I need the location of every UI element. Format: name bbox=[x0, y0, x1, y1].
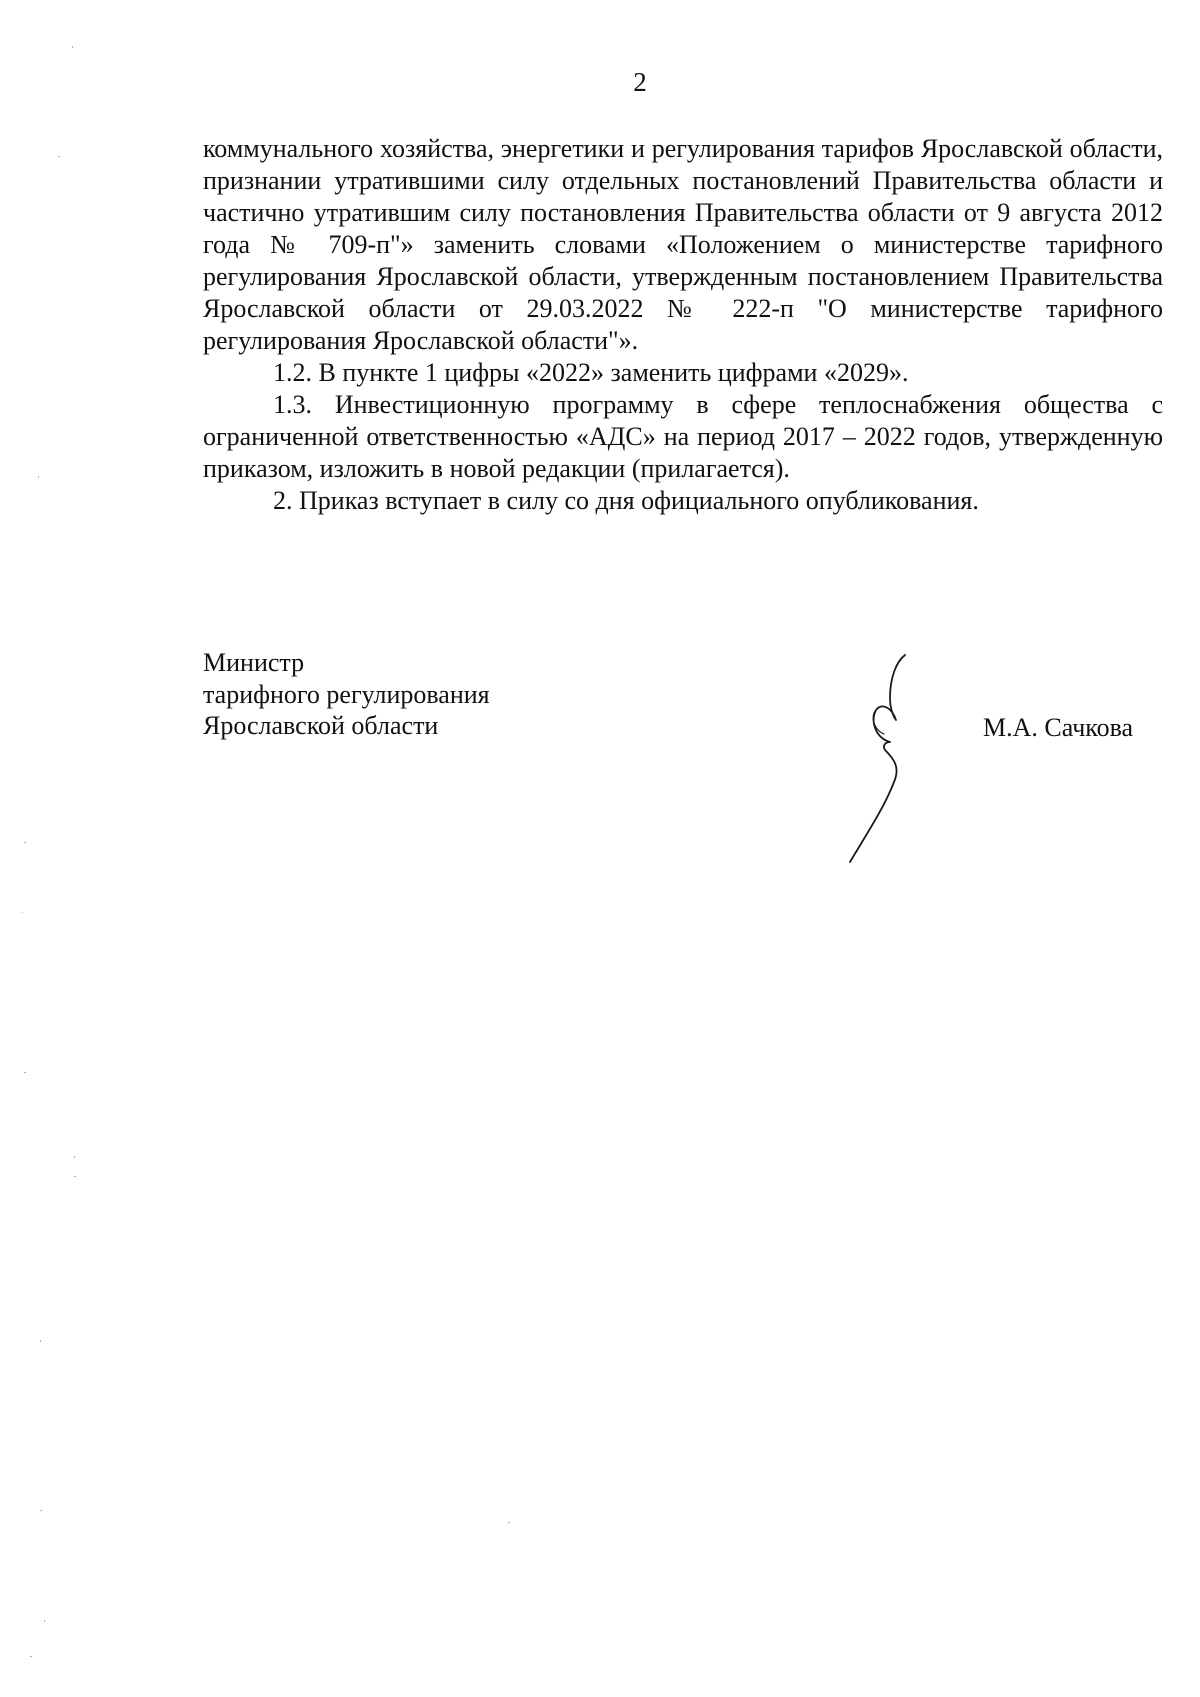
paragraph-item-2: 2. Приказ вступает в силу со дня официального опубликования. bbox=[273, 486, 979, 515]
paragraph-item-1-3: 1.3. Инвестиционную программу в сфере теплоснабжения общества с ограниченной ответственностью «АДС» на период 2017 – 2022 годов, утвержденную приказом, изложить в новой редакции (прилагается). bbox=[203, 390, 1163, 483]
signatory-position-line: тарифного регулирования bbox=[203, 679, 490, 709]
paragraph-continuation: коммунального хозяйства, энергетики и регулирования тарифов Ярославской области, признании утратившими силу отдельных постановлений Правительства области и частично утратившим силу постановления Правительства области от 9 августа 2012 года № 709-п"» заменить словами «Положением о министерстве тарифного регулирования Ярославской области, утвержденным постановлением Правительства Ярославской области от 29.03.2022 № 222-п "О министерстве тарифного регулирования Ярославской области"». bbox=[203, 134, 1163, 355]
signatory-position-line: Министр bbox=[203, 648, 305, 677]
signatory-name: М.А. Сачкова bbox=[983, 713, 1134, 742]
page-number: 2 bbox=[633, 67, 647, 97]
paragraph-item-1-2: 1.2. В пункте 1 цифры «2022» заменить цифрами «2029». bbox=[273, 358, 909, 387]
signatory-position-line: Ярославской области bbox=[203, 711, 439, 740]
